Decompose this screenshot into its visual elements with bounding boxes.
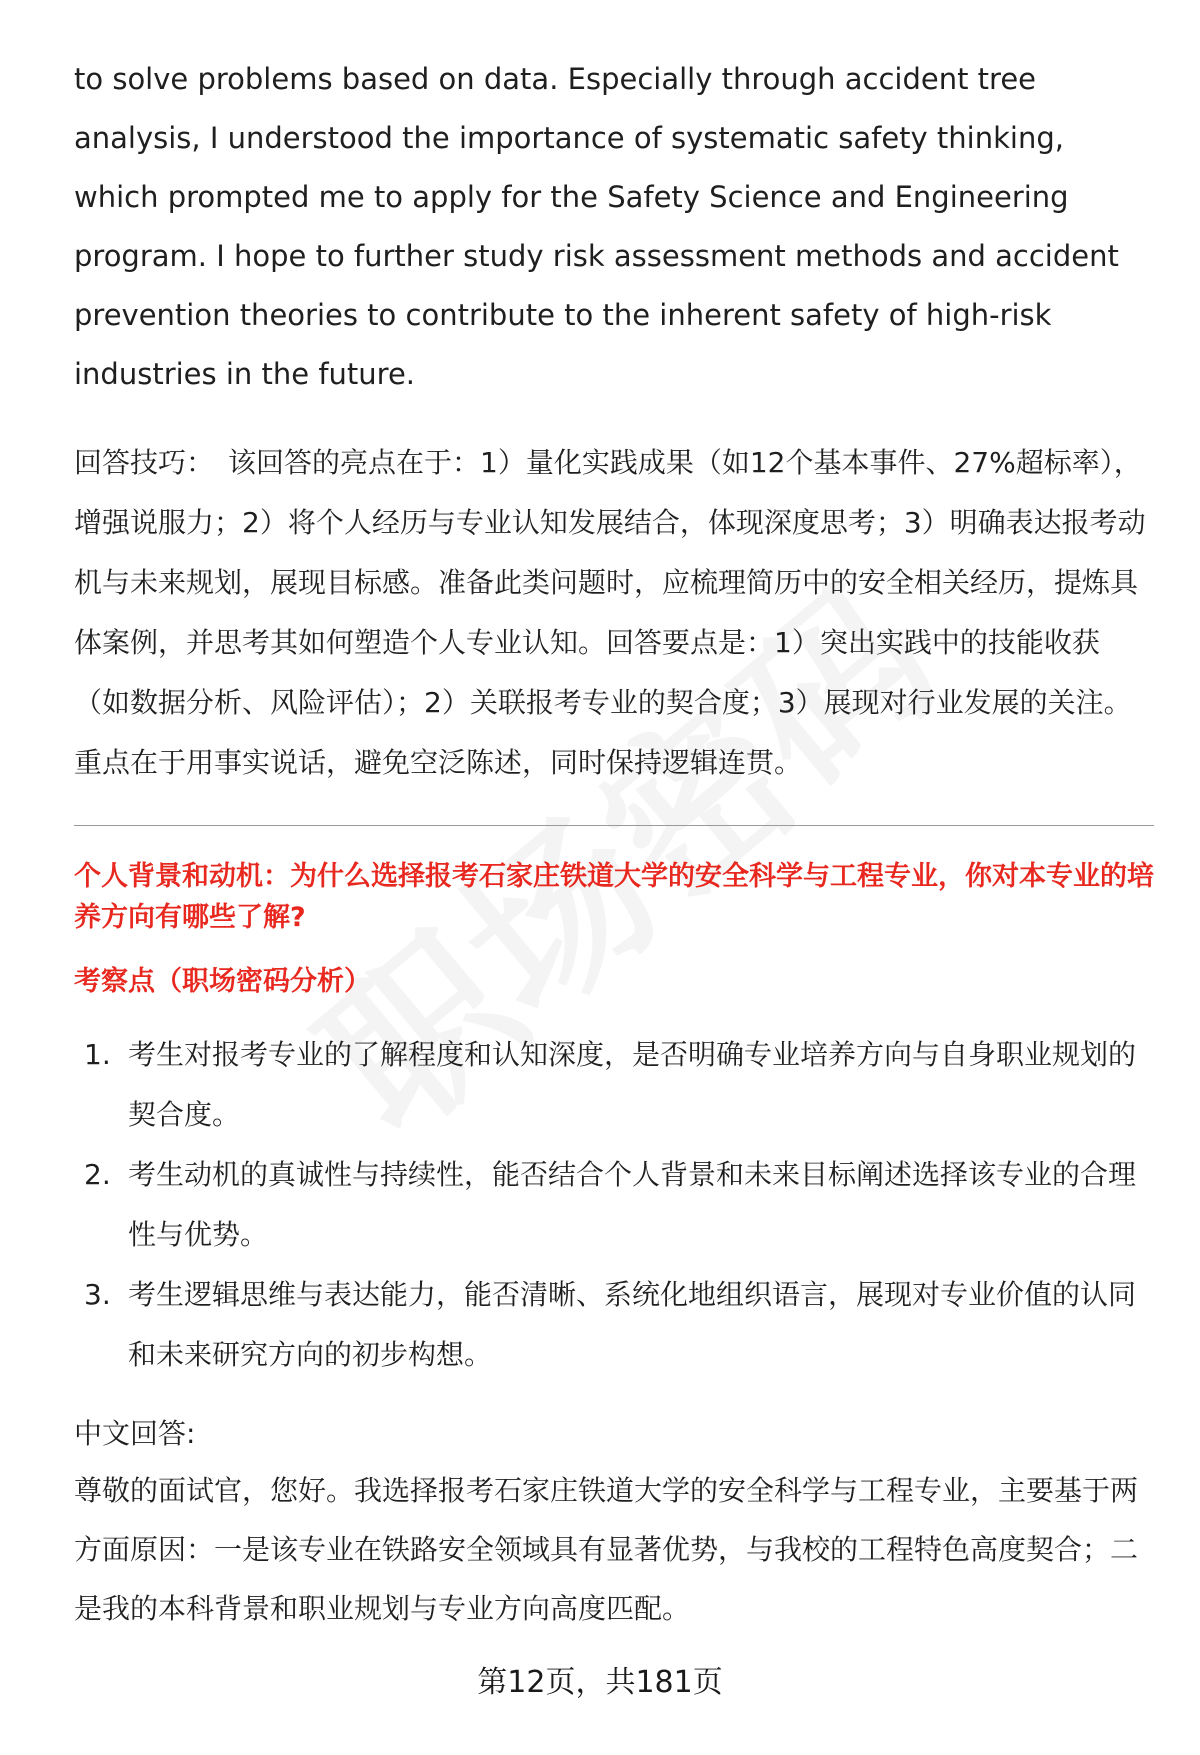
- list-item-number: 3.: [84, 1278, 111, 1311]
- list-item-text: 考生动机的真诚性与持续性，能否结合个人背景和未来目标阐述选择该专业的合理性与优势。: [128, 1158, 1137, 1251]
- list-item-text: 考生对报考专业的了解程度和认知深度，是否明确专业培养方向与自身职业规划的契合度。: [128, 1038, 1137, 1131]
- list-item-text: 考生逻辑思维与表达能力，能否清晰、系统化地组织语言，展现对专业价值的认同和未来研究方向的初步构想。: [128, 1278, 1137, 1371]
- tips-label: 回答技巧：: [74, 446, 215, 479]
- list-item-number: 1.: [84, 1038, 111, 1071]
- assessment-points-title: 考察点（职场密码分析）: [74, 966, 371, 997]
- tips-text: 该回答的亮点在于：1）量化实践成果（如12个基本事件、27%超标率），增强说服力；2）将个人经历与专业认知发展结合，体现深度思考；3）明确表达报考动机与未来规划，展现目标感。准备此类问题时，应梳理简历中的安全相关经历，提炼具体案例，并思考其如何塑造个人专业认知。回答要点是：1）突出实践中的技能收获（如数据分析、风险评估）；2）关联报考专业的契合度；3）展现对行业发展的关注。重点在于用事实说话，避免空泛陈述，同时保持逻辑连贯。: [74, 446, 1146, 779]
- list-item: [74, 1025, 1154, 1145]
- page-content: [74, 50, 1154, 1638]
- chinese-answer-label: 中文回答:: [74, 1417, 196, 1450]
- answer-tips: [74, 433, 1154, 793]
- list-item: [74, 1145, 1154, 1265]
- assessment-points-list: [74, 1025, 1154, 1385]
- english-answer-paragraph: to solve problems based on data. Especially through accident tree analysis, I understood the importance of systematic safety thinking, which prompted me to apply for the Safety Science and Engineering program. I hope to further study risk assessment methods and accident prevention theories to contribute to the inherent safety of high-risk industries in the future.: [74, 62, 1119, 391]
- question-heading: 个人背景和动机：为什么选择报考石家庄铁道大学的安全科学与工程专业，你对本专业的培养方向有哪些了解?: [74, 861, 1154, 933]
- list-item-number: 2.: [84, 1158, 111, 1191]
- list-item: [74, 1265, 1154, 1385]
- section-divider: [74, 825, 1154, 826]
- page-number: 第12页，共181页: [477, 1665, 723, 1700]
- chinese-answer-text: 尊敬的面试官，您好。我选择报考石家庄铁道大学的安全科学与工程专业，主要基于两方面原因：一是该专业在铁路安全领域具有显著优势，与我校的工程特色高度契合；二是我的本科背景和职业规划与专业方向高度匹配。: [74, 1474, 1139, 1625]
